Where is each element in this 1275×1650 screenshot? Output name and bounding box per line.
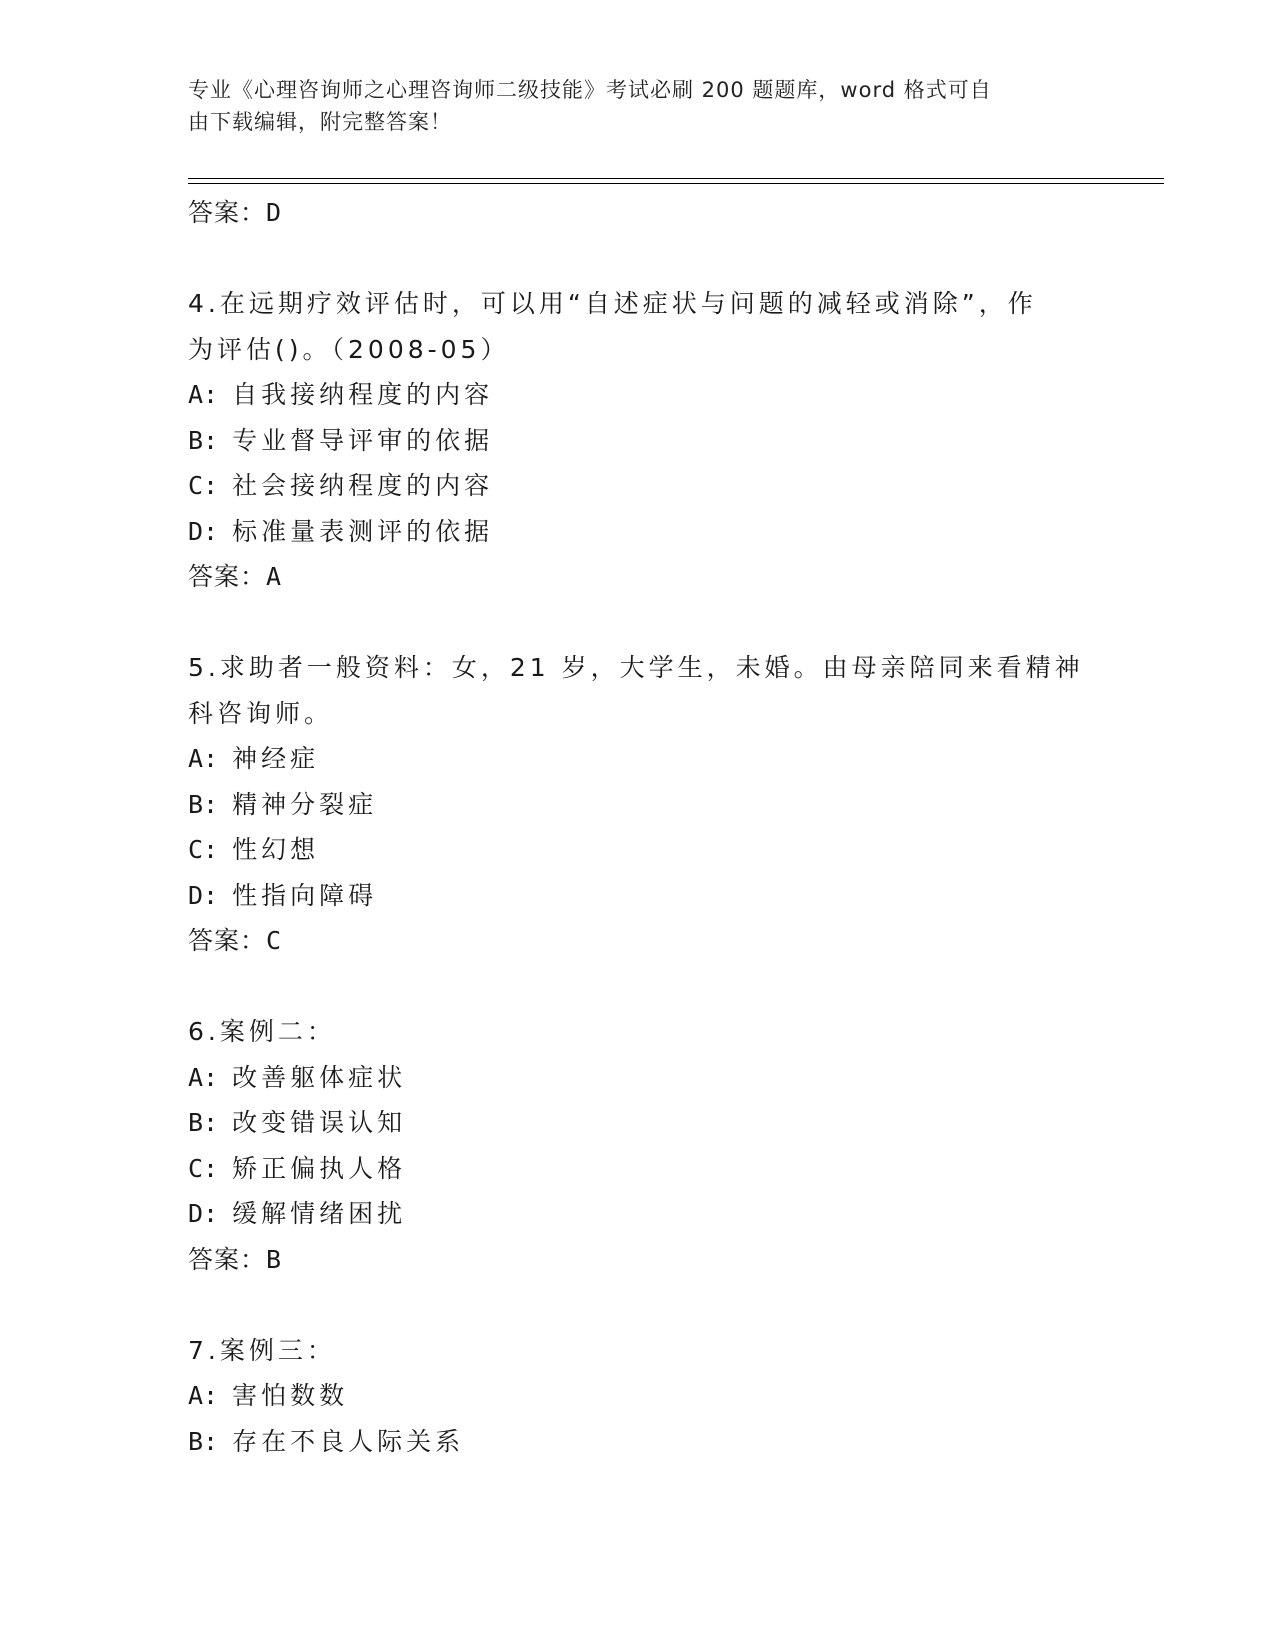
option-text: 改变错误认知 — [232, 1108, 407, 1137]
option-letter: A: — [188, 1381, 219, 1410]
option-item — [188, 1055, 1088, 1101]
option-text: 改善躯体症状 — [232, 1062, 407, 1092]
option-text: 缓解情绪困扰 — [232, 1199, 407, 1228]
option-text: 精神分裂症 — [232, 789, 378, 819]
option-letter: B: — [188, 425, 219, 455]
option-text: 存在不良人际关系 — [232, 1426, 465, 1456]
answer-label: 答案： — [188, 926, 267, 955]
option-letter: A: — [188, 744, 219, 773]
option-text: 害怕数数 — [232, 1381, 349, 1410]
answer-value: C — [266, 926, 282, 955]
answer-line — [188, 1237, 1088, 1283]
option-letter: C: — [188, 1153, 219, 1183]
option-item — [188, 827, 1088, 873]
option-item — [188, 509, 1088, 555]
option-text: 神经症 — [232, 744, 320, 773]
question-stem: 5.求助者一般资料：女，21 岁，大学生，未婚。由母亲陪同来看精神 — [188, 653, 1084, 682]
option-item — [188, 463, 1088, 509]
question-block — [188, 1328, 1088, 1465]
option-letter: C: — [188, 471, 219, 500]
question-stem: 6.案例二： — [188, 1017, 336, 1046]
option-item — [188, 782, 1088, 828]
option-item — [188, 1100, 1088, 1146]
question-stem-cont: 为评估()。（2008-05） — [188, 334, 510, 364]
option-text: 自我接纳程度的内容 — [232, 380, 494, 409]
option-letter: A: — [188, 380, 219, 409]
header-divider-top — [188, 178, 1164, 179]
option-item — [188, 372, 1088, 418]
question-stem: 4.在远期疗效评估时，可以用“自述症状与问题的减轻或消除”，作 — [188, 289, 1037, 318]
header-line-1: 专业《心理咨询师之心理咨询师二级技能》考试必刷 200 题题库，word 格式可自 — [188, 78, 992, 102]
option-item — [188, 418, 1088, 464]
answer-value: D — [266, 198, 282, 227]
answer-line — [188, 554, 1088, 600]
answer-value: B — [266, 1244, 282, 1274]
option-text: 专业督导评审的依据 — [232, 425, 494, 455]
answer-value: A — [266, 562, 282, 591]
option-item — [188, 1191, 1088, 1237]
option-text: 性幻想 — [232, 835, 320, 864]
answer-label: 答案： — [188, 198, 267, 227]
option-letter: D: — [188, 1199, 219, 1228]
question-block — [188, 1009, 1088, 1282]
option-item — [188, 1419, 1088, 1465]
answer-line — [188, 190, 1088, 236]
option-item — [188, 873, 1088, 919]
option-text: 标准量表测评的依据 — [232, 516, 494, 546]
option-item — [188, 1373, 1088, 1419]
option-letter: B: — [188, 1426, 219, 1456]
page-header — [188, 74, 1068, 138]
option-text: 性指向障碍 — [232, 880, 378, 910]
option-text: 社会接纳程度的内容 — [232, 471, 494, 500]
header-divider-bottom — [188, 183, 1164, 184]
option-letter: D: — [188, 880, 219, 910]
answer-label: 答案： — [188, 1244, 267, 1274]
option-letter: C: — [188, 835, 219, 864]
option-letter: A: — [188, 1062, 219, 1092]
question-block — [188, 645, 1088, 964]
answer-label: 答案： — [188, 562, 267, 591]
question-stem-cont: 科咨询师。 — [188, 698, 334, 728]
option-letter: B: — [188, 789, 219, 819]
question-list — [188, 190, 1088, 1464]
answer-line — [188, 918, 1088, 964]
header-line-2: 由下载编辑，附完整答案！ — [188, 110, 452, 134]
option-item — [188, 736, 1088, 782]
option-letter: D: — [188, 516, 219, 546]
option-item — [188, 1146, 1088, 1192]
option-text: 矫正偏执人格 — [232, 1153, 407, 1183]
option-letter: B: — [188, 1108, 219, 1137]
question-block — [188, 281, 1088, 600]
question-stem: 7.案例三： — [188, 1335, 336, 1365]
